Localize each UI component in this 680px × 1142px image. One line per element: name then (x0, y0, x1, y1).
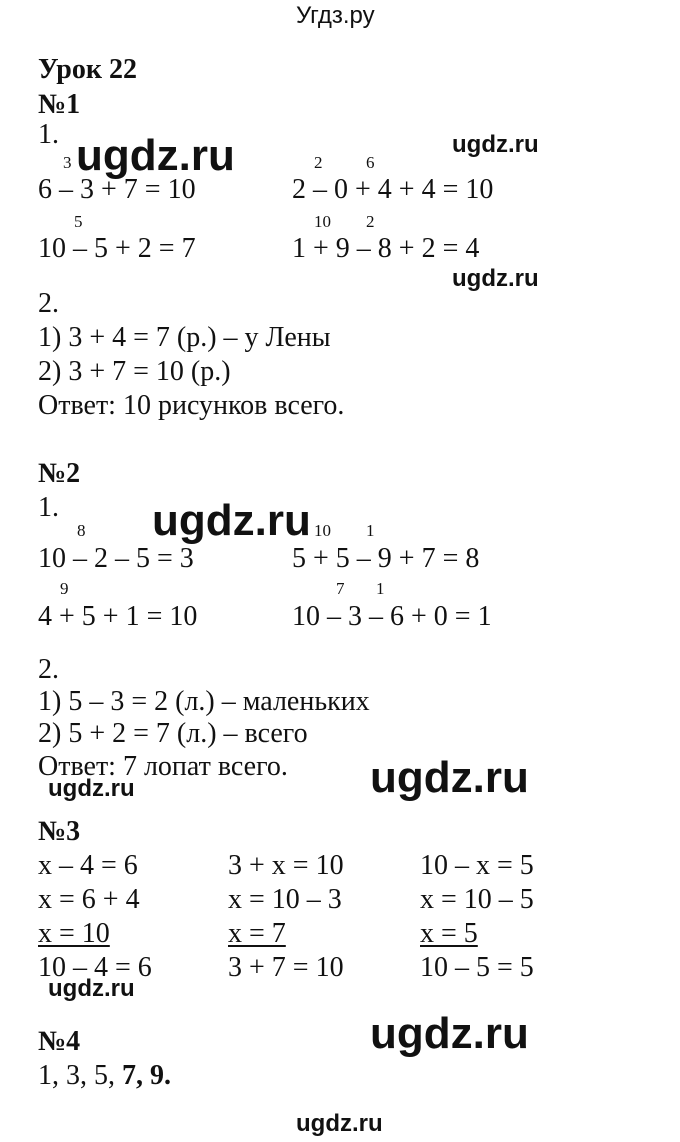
task1-solution-step1: 1) 3 + 4 = 7 (р.) – у Лены (38, 322, 331, 353)
task3-heading: №3 (38, 816, 81, 847)
task2-eq2-sup: 1 (366, 521, 375, 540)
task1-part1-label: 1. (38, 119, 59, 150)
task3-col2-line1: 3 + x = 10 (228, 850, 344, 881)
task3-col3-line2: x = 10 – 5 (420, 884, 534, 915)
task3-col2-check: 3 + 7 = 10 (228, 952, 344, 983)
task4-sequence (38, 1062, 171, 1090)
task2-eq3: 4 + 5 + 1 = 10 (38, 601, 198, 632)
task3-col3-result: x = 5 (420, 918, 478, 949)
task1-eq3: 10 – 5 + 2 = 7 (38, 233, 196, 264)
task1-eq1: 6 – 3 + 7 = 10 (38, 174, 196, 205)
watermark-ugdz: ugdz.ru (152, 496, 311, 545)
task3-col1-result: x = 10 (38, 918, 110, 949)
task2-eq4-sup: 7 (336, 579, 345, 598)
task3-col2-line2: x = 10 – 3 (228, 884, 342, 915)
watermark-ugdz: ugdz.ru (48, 975, 135, 1002)
task1-eq2: 2 – 0 + 4 + 4 = 10 (292, 174, 494, 205)
task4-sequence-given: 1, 3, 5, (38, 1060, 122, 1091)
task1-answer: Ответ: 10 рисунков всего. (38, 390, 345, 421)
task1-part2-label: 2. (38, 288, 59, 319)
task1-eq1-sup: 3 (63, 153, 72, 172)
watermark-ugdz: ugdz.ru (370, 753, 529, 802)
task3-col3-line1: 10 – x = 5 (420, 850, 534, 881)
task2-eq4-sup: 1 (376, 579, 385, 598)
task2-solution-step2: 2) 5 + 2 = 7 (л.) – всего (38, 718, 308, 749)
task2-answer: Ответ: 7 лопат всего. (38, 751, 288, 782)
task2-solution-step1: 1) 5 – 3 = 2 (л.) – маленьких (38, 686, 370, 717)
task3-col1-line2: x = 6 + 4 (38, 884, 140, 915)
task4-heading: №4 (38, 1026, 81, 1057)
task1-solution-step2: 2) 3 + 7 = 10 (р.) (38, 356, 231, 387)
task2-eq2-sup: 10 (314, 521, 331, 540)
task4-sequence-answer: 7, 9. (122, 1060, 171, 1091)
lesson-title: Урок 22 (38, 54, 137, 85)
watermark-ugdz: ugdz.ru (48, 775, 135, 802)
task3-col1-line1: x – 4 = 6 (38, 850, 138, 881)
task1-eq3-sup: 5 (74, 212, 83, 231)
watermark-ugdz: ugdz.ru (452, 265, 539, 292)
site-title: Угдз.ру (296, 2, 375, 29)
task1-eq2-sup: 6 (366, 153, 375, 172)
task1-eq4-sup: 10 (314, 212, 331, 231)
task3-col1-check: 10 – 4 = 6 (38, 952, 152, 983)
task2-part1-label: 1. (38, 492, 59, 523)
task1-eq4: 1 + 9 – 8 + 2 = 4 (292, 233, 480, 264)
task3-col3-check: 10 – 5 = 5 (420, 952, 534, 983)
watermark-ugdz: ugdz.ru (370, 1009, 529, 1058)
task2-eq4: 10 – 3 – 6 + 0 = 1 (292, 601, 492, 632)
watermark-ugdz: ugdz.ru (452, 131, 539, 158)
watermark-ugdz: ugdz.ru (296, 1110, 383, 1137)
watermark-ugdz: ugdz.ru (76, 131, 235, 180)
task2-eq1: 10 – 2 – 5 = 3 (38, 543, 194, 574)
task1-eq4-sup: 2 (366, 212, 375, 231)
task2-eq3-sup: 9 (60, 579, 69, 598)
task2-heading: №2 (38, 458, 81, 489)
task1-heading: №1 (38, 89, 81, 120)
task2-part2-label: 2. (38, 654, 59, 685)
task2-eq2: 5 + 5 – 9 + 7 = 8 (292, 543, 480, 574)
task2-eq1-sup: 8 (77, 521, 86, 540)
task1-eq2-sup: 2 (314, 153, 323, 172)
task3-col2-result: x = 7 (228, 918, 286, 949)
